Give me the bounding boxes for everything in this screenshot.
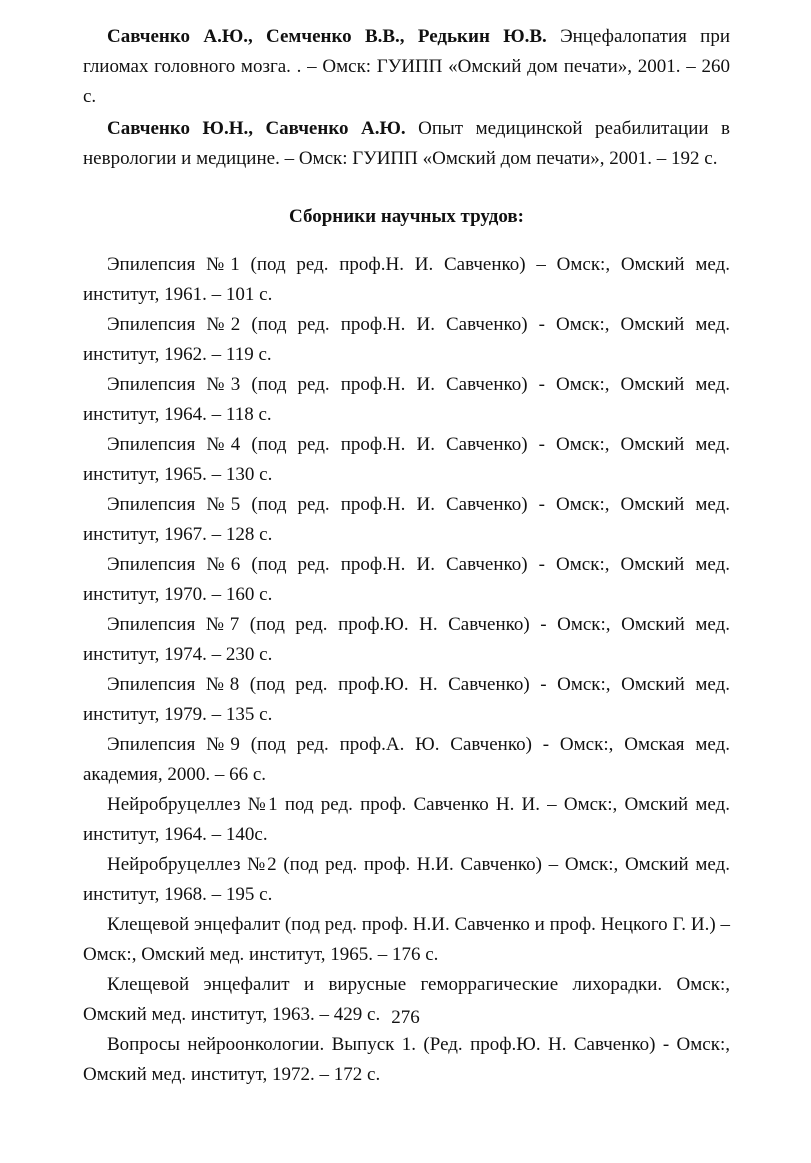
collection-entry: Эпилепсия №8 (под ред. проф.Ю. Н. Савченко) - Омск:, Омский мед. институт, 1979. – 135 с. — [83, 674, 730, 725]
collection-entry: Эпилепсия №5 (под ред. проф.Н. И. Савченко) - Омск:, Омский мед. институт, 1967. – 128 с. — [83, 494, 730, 545]
document-page — [83, 22, 730, 1090]
collection-entry: Эпилепсия №6 (под ред. проф.Н. И. Савченко) - Омск:, Омский мед. институт, 1970. – 160 с. — [83, 554, 730, 605]
page-number: 276 — [391, 1007, 420, 1028]
collection-entry: Эпилепсия №2 (под ред. проф.Н. И. Савченко) - Омск:, Омский мед. институт, 1962. – 119 с. — [83, 314, 730, 365]
collection-entry: Нейробруцеллез №1 под ред. проф. Савченко Н. И. – Омск:, Омский мед. институт, 1964. – 140с. — [83, 794, 730, 845]
collection-entry: Эпилепсия №1 (под ред. проф.Н. И. Савченко) – Омск:, Омский мед. институт, 1961. – 101 с. — [83, 254, 730, 305]
reference-text: Опыт медицинской реабилитации в неврологии и медицине. – Омск: ГУИПП «Омский дом печати», 2001. – 192 с. — [83, 118, 730, 169]
collection-entry: Клещевой энцефалит и вирусные геморрагические лихорадки. Омск:, Омский мед. институт, 1963. – 429 с. — [83, 974, 730, 1025]
reference-entry — [83, 114, 730, 174]
reference-entry — [83, 22, 730, 112]
reference-authors: Савченко Ю.Н., Савченко А.Ю. — [107, 118, 406, 139]
collection-entry: Эпилепсия №7 (под ред. проф.Ю. Н. Савченко) - Омск:, Омский мед. институт, 1974. – 230 с. — [83, 614, 730, 665]
section-title: Сборники научных трудов: — [289, 206, 524, 227]
collection-entry: Эпилепсия №3 (под ред. проф.Н. И. Савченко) - Омск:, Омский мед. институт, 1964. – 118 с. — [83, 374, 730, 425]
collection-entry: Клещевой энцефалит (под ред. проф. Н.И. Савченко и проф. Нецкого Г. И.) – Омск:, Омский мед. институт, 1965. – 176 с. — [83, 914, 730, 965]
reference-text: Энцефалопатия при глиомах головного мозга. . – Омск: ГУИПП «Омский дом печати», 2001. – 260 с. — [83, 26, 730, 107]
collection-entry: Эпилепсия №9 (под ред. проф.А. Ю. Савченко) - Омск:, Омская мед. академия, 2000. – 66 с. — [83, 734, 730, 785]
reference-authors: Савченко А.Ю., Семченко В.В., Редькин Ю.В. — [107, 26, 547, 47]
collection-entry: Нейробруцеллез №2 (под ред. проф. Н.И. Савченко) – Омск:, Омский мед. институт, 1968. – 195 с. — [83, 854, 730, 905]
collection-entry: Вопросы нейроонкологии. Выпуск 1. (Ред. проф.Ю. Н. Савченко) - Омск:, Омский мед. институт, 1972. – 172 с. — [83, 1034, 730, 1085]
collection-entry: Эпилепсия №4 (под ред. проф.Н. И. Савченко) - Омск:, Омский мед. институт, 1965. – 130 с. — [83, 434, 730, 485]
